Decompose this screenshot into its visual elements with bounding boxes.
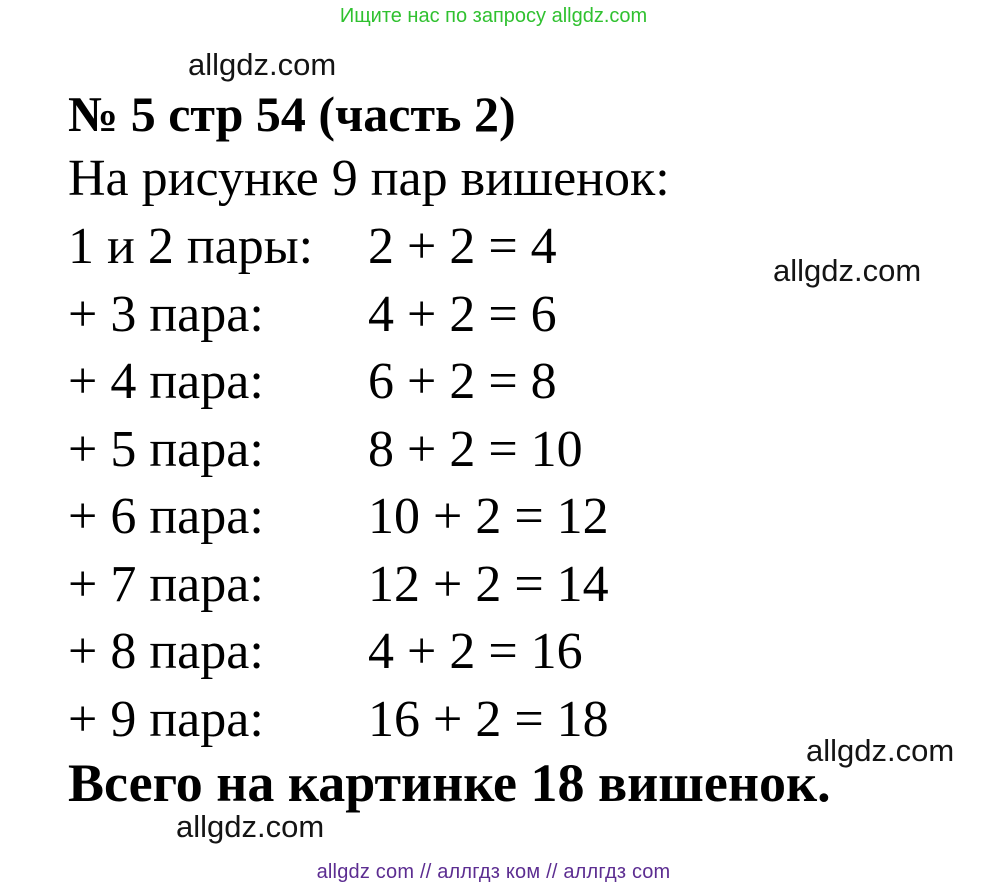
conclusion-line: Всего на картинке 18 вишенок. (68, 753, 831, 813)
row-expression: 4 + 2 = 16 (368, 623, 583, 680)
top-search-banner: Ищите нас по запросу allgdz.com (339, 5, 648, 27)
row-expression: 16 + 2 = 18 (368, 691, 609, 748)
watermark-right-middle: allgdz.com (773, 253, 922, 288)
row-label: + 9 пара: (68, 691, 264, 748)
row-expression: 6 + 2 = 8 (368, 353, 557, 410)
watermark-bottom: allgdz.com (176, 809, 325, 844)
solution-row (68, 488, 948, 545)
solution-row (68, 623, 948, 680)
solution-row (68, 353, 948, 410)
row-label: + 6 пара: (68, 488, 264, 545)
row-expression: 2 + 2 = 4 (368, 218, 557, 275)
intro-line: На рисунке 9 пар вишенок: (68, 150, 670, 207)
row-label: + 8 пара: (68, 623, 264, 680)
row-label: + 7 пара: (68, 556, 264, 613)
task-title: № 5 стр 54 (часть 2) (68, 86, 516, 142)
row-label: + 5 пара: (68, 421, 264, 478)
solution-row (68, 556, 948, 613)
row-label: 1 и 2 пары: (68, 218, 314, 275)
row-expression: 8 + 2 = 10 (368, 421, 583, 478)
row-label: + 3 пара: (68, 286, 264, 343)
solution-row (68, 421, 948, 478)
row-expression: 4 + 2 = 6 (368, 286, 557, 343)
row-expression: 10 + 2 = 12 (368, 488, 609, 545)
solution-row (68, 286, 948, 343)
bottom-domains-banner: allgdz com // аллгдз ком // аллгдз com (316, 861, 671, 883)
watermark-top: allgdz.com (188, 47, 337, 82)
row-expression: 12 + 2 = 14 (368, 556, 609, 613)
watermark-right-lower: allgdz.com (806, 733, 955, 768)
row-label: + 4 пара: (68, 353, 264, 410)
